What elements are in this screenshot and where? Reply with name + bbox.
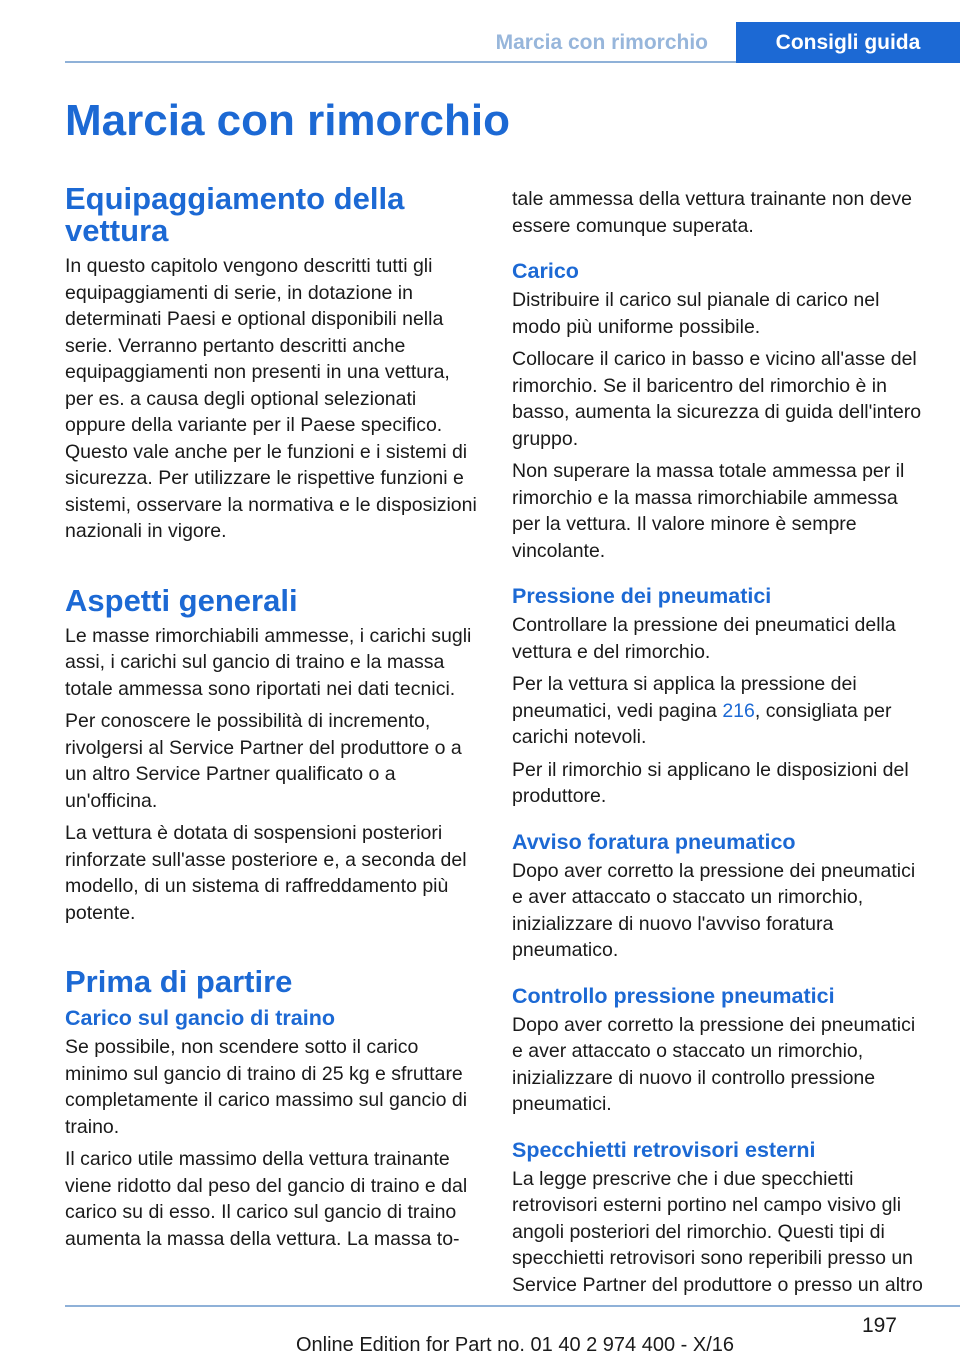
heading-tyre-pressure: Pressione dei pneumatici [512, 584, 772, 608]
heading-load: Carico [512, 259, 579, 283]
page-title: Marcia con rimorchio [65, 96, 511, 145]
heading-exterior-mirrors: Specchietti retrovisori esterni [512, 1137, 816, 1162]
paragraph-load-3: Non superare la massa totale ammessa per il rimorchio e la massa rimorchiabile ammessa per la vettura. Il valore minore è sempre vincolante. [512, 460, 905, 562]
header-section-title: Marcia con rimorchio [495, 31, 708, 54]
heading-pressure-monitor: Controllo pressione pneumatici [512, 983, 835, 1008]
paragraph-pressure-1: Controllare la pressione dei pneumatici della vettura e del rimorchio. [512, 614, 896, 663]
paragraph-pressure-monitor: Dopo aver corretto la pressione dei pneumatici e aver attaccato o staccato un rimorchio, inizializzare di nuovo il controllo pressione pneumatici. [512, 1013, 916, 1115]
page-number: 197 [861, 1314, 897, 1337]
paragraph-load-2: Collocare il carico in basso e vicino all'asse del rimorchio. Se il baricentro del rimorchio è in basso, aumenta la sicurezza di guida dell'intero gruppo. [512, 348, 922, 450]
header-chapter-tab: Consigli guida [736, 22, 960, 63]
paragraph-general-2: Per conoscere le possibilità di incremento, rivolgersi al Service Partner del produttore o a un altro Service Partner qualificato o a un'officina. [65, 710, 462, 812]
left-column [65, 183, 480, 1258]
page-link-216[interactable]: 216 [722, 699, 755, 722]
pressure-text-after: , consigliata per carichi notevoli. [512, 699, 892, 748]
heading-general: Aspetti generali [65, 582, 298, 618]
footer-divider [65, 1305, 960, 1307]
paragraph-equipment: In questo capitolo vengono descritti tutti gli equipaggiamenti di serie, in dotazione in determinati Paesi e optional disponibili nella serie. Verranno pertanto descritti anche equipaggiamenti non presenti in una vettura, per es. a causa degli optional selezionati oppure della variante per il Paese specifico. Questo vale anche per le funzioni e i sistemi di sicurezza. Per utilizzare le rispettive funzioni e sistemi, osservare la normativa e le disposizioni nazionali in vigore. [65, 255, 477, 542]
heading-flat-tyre-warning: Avviso foratura pneumatico [512, 829, 796, 854]
paragraph-general-3: La vettura è dotata di sospensioni posteriori rinforzate sull'asse posteriore e, a seconda del modello, di un sistema di raffreddamento più potente. [65, 822, 467, 924]
paragraph-load-1: Distribuire il carico sul pianale di carico nel modo più uniforme possibile. [512, 289, 880, 338]
heading-before-departure: Prima di partire [65, 964, 293, 999]
paragraph-hitch-2: Il carico utile massimo della vettura trainante viene ridotto dal peso del gancio di traino e dal carico su di esso. Il carico sul gancio di traino aumenta la massa della vettura. La massa to- [65, 1148, 468, 1250]
paragraph-flat-tyre: Dopo aver corretto la pressione dei pneumatici e aver attaccato o staccato un rimorchio, inizializzare di nuovo l'avviso foratura pneumatico. [512, 859, 916, 961]
heading-equipment: Equipaggiamento della vettura [65, 181, 405, 248]
paragraph-mirrors: La legge prescrive che i due specchietti retrovisori esterni portino nel campo visivo gli angoli posteriori del rimorchio. Questi tipi di specchietti retrovisori sono reperibili presso un Service Partner del produttore o presso un altro [512, 1167, 923, 1296]
footer-edition: Online Edition for Part no. 01 40 2 974 400 - X/16 [295, 1334, 735, 1356]
right-column [512, 186, 927, 1304]
paragraph-hitch-1: Se possibile, non scendere sotto il carico minimo sul gancio di traino di 25 kg e sfruttare completamente il carico massimo sul gancio di traino. [65, 1036, 468, 1138]
paragraph-continuation: tale ammessa della vettura trainante non deve essere comunque superata. [512, 188, 912, 237]
paragraph-pressure-2 [512, 671, 927, 751]
heading-hitch-load: Carico sul gancio di traino [65, 1006, 335, 1030]
pressure-text-before: Per la vettura si applica la pressione dei pneumatici, vedi pagina [512, 673, 857, 722]
paragraph-pressure-3: Per il rimorchio si applicano le disposizioni del produttore. [512, 758, 909, 807]
paragraph-general-1: Le masse rimorchiabili ammesse, i carichi sugli assi, i carichi sul gancio di traino e la massa totale ammessa sono riportati nei dati tecnici. [65, 624, 472, 700]
